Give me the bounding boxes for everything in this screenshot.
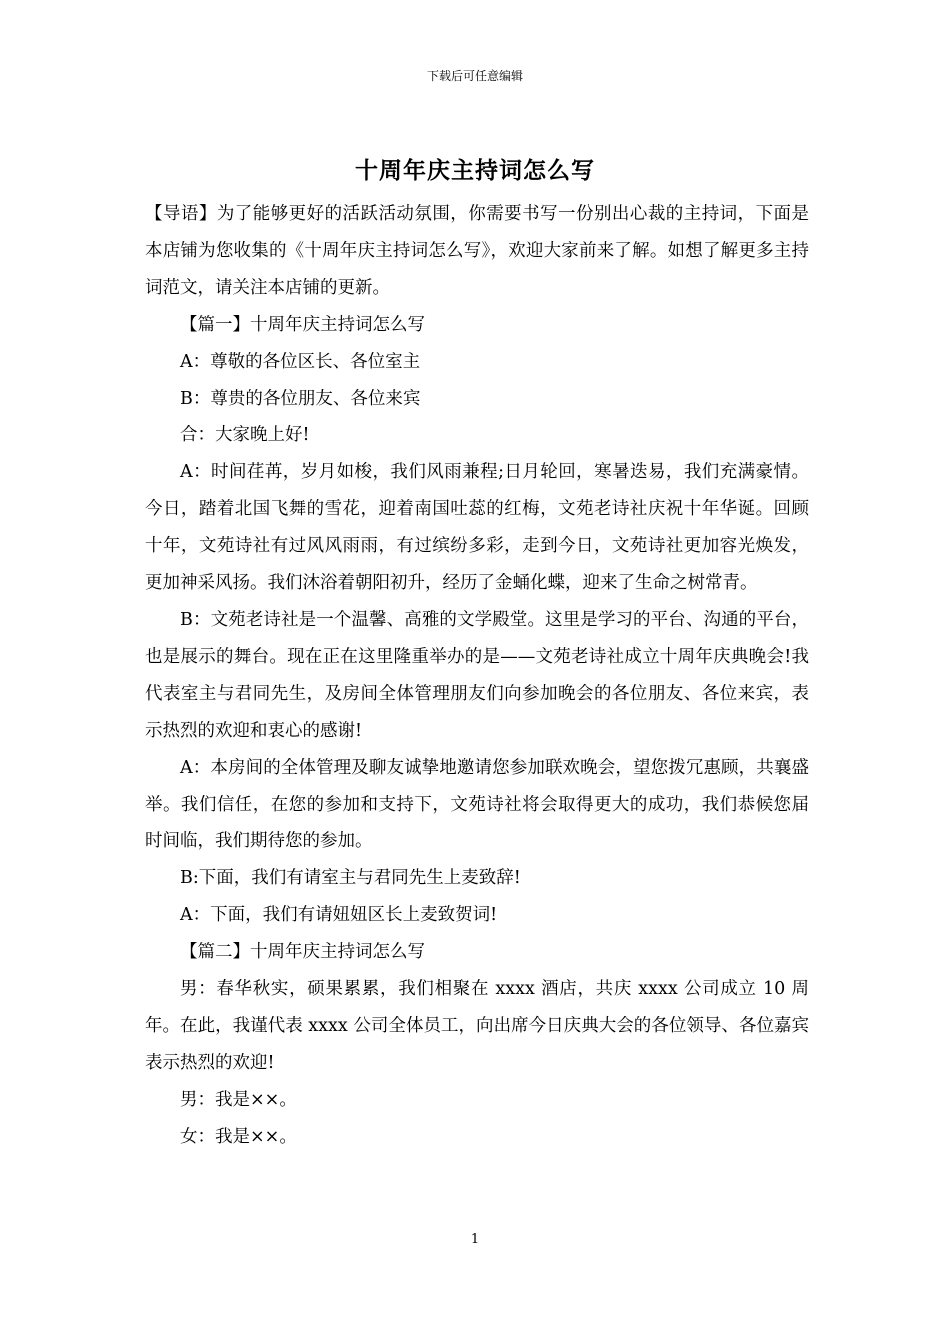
page-number: 1 — [470, 1232, 480, 1247]
paragraph: B：尊贵的各位朋友、各位来宾 — [180, 388, 421, 409]
document-body — [145, 196, 809, 1156]
page-title: 十周年庆主持词怎么写 — [355, 157, 595, 184]
paragraph: 女：我是××。 — [180, 1126, 297, 1147]
paragraph-intro: 【导语】为了能够更好的活跃活动氛围，你需要书写一份别出心裁的主持词，下面是本店铺为您收集的《十周年庆主持词怎么写》，欢迎大家前来了解。如想了解更多主持词范文，请关注本店铺的更新。 — [145, 204, 809, 298]
paragraph: B:下面，我们有请室主与君同先生上麦致辞! — [180, 868, 521, 889]
paragraph: B：文苑老诗社是一个温馨、高雅的文学殿堂。这里是学习的平台、沟通的平台，也是展示的舞台。现在正在这里隆重举办的是——文苑老诗社成立十周年庆典晚会!我代表室主与君同先生，及房间全体管理朋友们向参加晚会的各位朋友、各位来宾，表示热烈的欢迎和衷心的感谢! — [145, 609, 809, 741]
paragraph: 男：春华秋实，硕果累累，我们相聚在 xxxx 酒店，共庆 xxxx 公司成立 10 周年。在此，我谨代表 xxxx 公司全体员工，向出席今日庆典大会的各位领导、各位嘉宾表示热烈的欢迎! — [145, 979, 809, 1073]
paragraph: A：时间荏苒，岁月如梭，我们风雨兼程;日月轮回，寒暑迭易，我们充满豪情。今日，踏着北国飞舞的雪花，迎着南国吐蕊的红梅，文苑老诗社庆祝十年华诞。回顾十年，文苑诗社有过风风雨雨，有过缤纷多彩，走到今日，文苑诗社更加容光焕发，更加神采风扬。我们沐浴着朝阳初升，经历了金蛹化蝶，迎来了生命之树常青。 — [145, 462, 809, 594]
paragraph: A：尊敬的各位区长、各位室主 — [180, 351, 421, 372]
paragraph: 合：大家晚上好! — [180, 425, 310, 446]
section-heading-2: 【篇二】十周年庆主持词怎么写 — [180, 942, 425, 963]
paragraph: 男：我是××。 — [180, 1089, 297, 1110]
paragraph: A：本房间的全体管理及聊友诚挚地邀请您参加联欢晚会，望您拨冗惠顾，共襄盛举。我们信任，在您的参加和支持下，文苑诗社将会取得更大的成功，我们恭候您届时间临，我们期待您的参加。 — [145, 757, 809, 852]
section-heading-1: 【篇一】十周年庆主持词怎么写 — [180, 314, 425, 335]
page-header-note: 下载后可任意编辑 — [426, 69, 523, 83]
paragraph: A：下面，我们有请妞妞区长上麦致贺词! — [180, 905, 498, 926]
